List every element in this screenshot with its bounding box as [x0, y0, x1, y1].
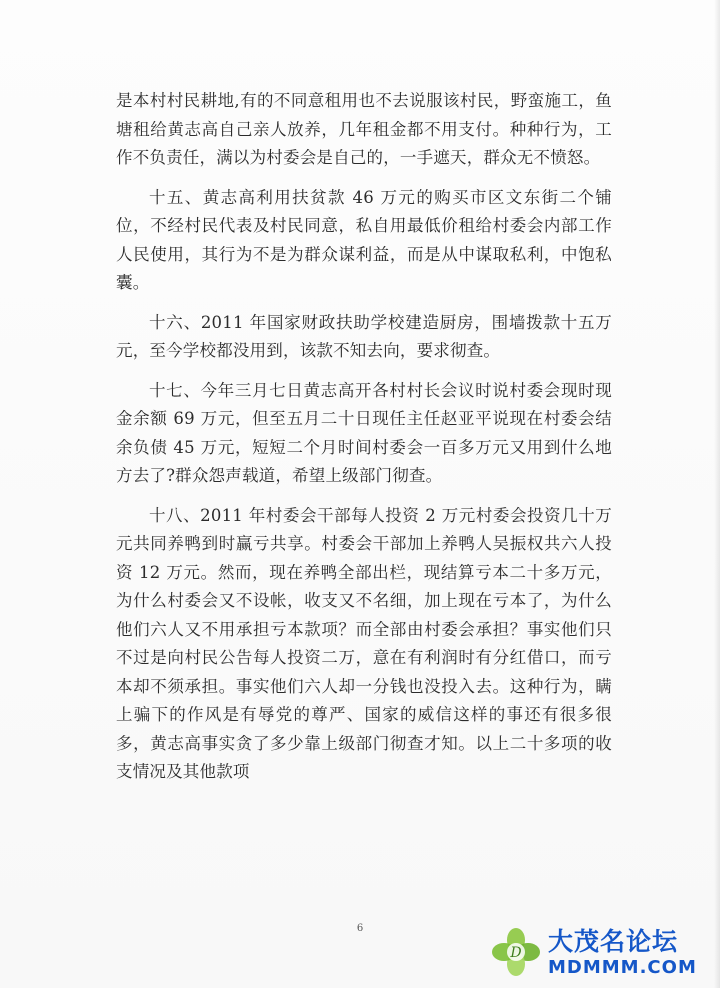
- document-body: [116, 87, 612, 787]
- paragraph-item-15: 十五、黄志高利用扶贫款 46 万元的购买市区文东街二个铺位，不经村民代表及村民同意，私自用最低价租给村委会内部工作人民使用，其行为不是为群众谋利益，而是从中谋取私利，中饱私囊。: [116, 187, 612, 292]
- logo-letter: D: [510, 945, 522, 961]
- page-edge-shadow: [714, 0, 720, 988]
- paragraph-item-18: 十八、2011 年村委会干部每人投资 2 万元村委会投资几十万元共同养鸭到时赢亏共享。村委会干部加上养鸭人吴振权共六人投资 12 万元。然而，现在养鸭全部出栏，现结算亏本二十多万元，为什么村委会又不设帐，收支又不名细，加上现在亏本了，为什么他们六人又不用承担亏本款项？而全部由村委会承担？事实他们只不过是向村民公告每人投资二万，意在有利润时有分红借口，而亏本却不须承担。事实他们六人却一分钱也没投入去。这种行为，瞒上骗下的作风是有辱党的尊严、国家的威信这样的事还有很多很多，黄志高事实贪了多少靠上级部门彻查才知。以上二十多项的收支情况及其他款项: [116, 505, 612, 781]
- paragraph-item-16: 十六、2011 年国家财政扶助学校建造厨房，围墙拨款十五万元，至今学校都没用到，该款不知去向，要求彻查。: [116, 312, 612, 360]
- watermark-url[interactable]: MDMMM.COM: [548, 957, 697, 978]
- page-number: 6: [356, 923, 364, 934]
- forum-watermark[interactable]: [488, 922, 716, 986]
- paragraph-continuation: 是本村村民耕地,有的不同意租用也不去说服该村民，野蛮施工，鱼塘租给黄志高自己亲人放养，几年租金都不用支付。种种行为，工作不负责任，满以为村委会是自己的，一手遮天，群众无不愤怒。: [116, 91, 612, 167]
- watermark-title: 大茂名论坛: [548, 927, 679, 956]
- clover-logo-icon: [488, 924, 544, 980]
- paragraph-item-17: 十七、今年三月七日黄志高开各村村长会议时说村委会现时现金余额 69 万元，但至五月二十日现任主任赵亚平说现在村委会结余负债 45 万元，短短二个月时间村委会一百多万元又用到什么地方去了?群众怨声载道，希望上级部门彻查。: [116, 380, 612, 485]
